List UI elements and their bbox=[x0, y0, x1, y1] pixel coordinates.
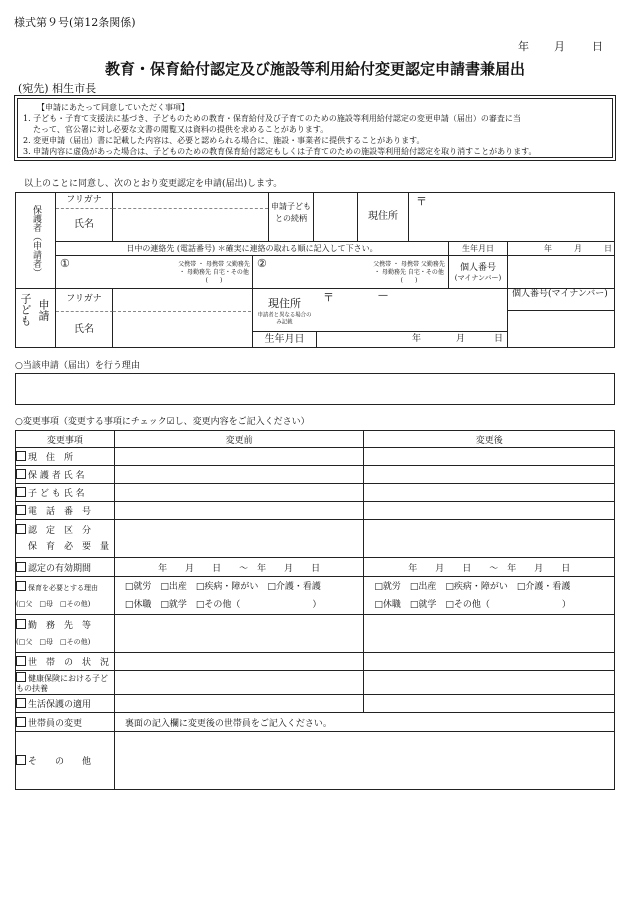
change-item-other[interactable]: そ の 他 bbox=[16, 732, 115, 790]
date-year-label: 年 bbox=[518, 40, 529, 53]
child-birthdate-input[interactable]: 年 月 日 bbox=[316, 332, 508, 347]
change-item-household-members[interactable]: 世帯員の変更 bbox=[16, 713, 115, 732]
guardian-birthdate-label: 生年月日 bbox=[449, 242, 508, 255]
after-input[interactable] bbox=[364, 653, 615, 671]
checkbox[interactable] bbox=[16, 487, 26, 497]
after-input[interactable] bbox=[364, 695, 615, 713]
reason-label: ○当該申請（届出）を行う理由 bbox=[15, 361, 140, 371]
change-item-validity-period[interactable]: 認定の有効期間 bbox=[16, 558, 115, 577]
consent-heading: 【申請にあたって同意していただく事項】 bbox=[37, 103, 189, 112]
guardian-section-label: 保護者（申請者） bbox=[16, 193, 56, 289]
phone1-type-options[interactable]: 父携帯 ・ 母携帯 父勤務先 ・ 母勤務先 自宅・その他( ) bbox=[178, 261, 250, 284]
consent-item: 3. 申請内容に虚偽があった場合は、子どものための教育保育給付認定もしくは子育てのための施設等利用給付認定を取り消すことがあります。 bbox=[23, 147, 537, 156]
child-section-label: 子ども 申請 bbox=[16, 289, 56, 347]
change-item-welfare[interactable]: 生活保護の適用 bbox=[16, 695, 115, 713]
after-input[interactable] bbox=[364, 466, 615, 484]
checkbox[interactable] bbox=[16, 505, 26, 515]
col-header-after: 変更後 bbox=[364, 431, 615, 448]
checkbox[interactable] bbox=[16, 698, 26, 708]
form-title: 教育・保育給付認定及び施設等利用給付変更認定申請書兼届出 bbox=[104, 60, 525, 78]
phone1-input[interactable]: ① 父携帯 ・ 母携帯 父勤務先 ・ 母勤務先 自宅・その他( ) bbox=[56, 256, 253, 288]
child-birthdate-label: 生年月日 bbox=[252, 332, 317, 347]
guardian-address-input[interactable] bbox=[409, 193, 614, 241]
child-furigana-input[interactable] bbox=[113, 289, 251, 312]
before-input[interactable] bbox=[114, 466, 364, 484]
after-input[interactable] bbox=[364, 671, 615, 695]
consent-item: たって、官公署に対し必要な文書の閲覧又は資料の提供を求めることがあります。 bbox=[33, 125, 329, 134]
col-header-before: 変更前 bbox=[114, 431, 364, 448]
change-item-workplace[interactable]: 勤 務 先 等 (□父 □母 □その他) bbox=[16, 615, 115, 653]
guardian-name-label: 氏名 bbox=[56, 209, 113, 241]
checkbox[interactable] bbox=[16, 524, 26, 534]
child-personal-number-label: 個人番号(マイナンバー) bbox=[508, 289, 614, 311]
after-input[interactable] bbox=[364, 484, 615, 502]
child-name-input[interactable] bbox=[113, 312, 251, 347]
change-item-phone[interactable]: 電 話 番 号 bbox=[16, 502, 115, 520]
phone2-type-options[interactable]: 父携帯 ・ 母携帯 父勤務先 ・ 母勤務先 自宅・その他( ) bbox=[373, 261, 445, 284]
before-input[interactable] bbox=[114, 695, 364, 713]
change-item-address[interactable]: 現 住 所 bbox=[16, 448, 115, 466]
agreement-text: 以上のことに同意し、次のとおり変更認定を申請(届出)します。 bbox=[24, 179, 283, 189]
applicant-table bbox=[15, 192, 615, 348]
col-header-item: 変更事項 bbox=[16, 431, 115, 448]
change-item-care-reason[interactable]: 保育を必要とする理由 (□父 □母 □その他) bbox=[16, 577, 115, 615]
child-address-label: 現住所 申請者と異なる場合のみ記載 bbox=[252, 289, 317, 331]
after-input[interactable] bbox=[364, 615, 615, 653]
after-input[interactable] bbox=[364, 502, 615, 520]
consent-notice bbox=[14, 95, 616, 161]
checkbox[interactable] bbox=[16, 581, 26, 591]
consent-item: 2. 変更申請（届出）書に記載した内容は、必要と認められる場合に、施設・事業者に提供することがあります。 bbox=[23, 136, 425, 145]
before-period[interactable]: 年 月 日 ～ 年 月 日 bbox=[114, 558, 364, 577]
other-input[interactable] bbox=[114, 732, 614, 790]
changes-intro: ○変更事項（変更する事項にチェック☑し、変更内容をご記入ください） bbox=[15, 417, 310, 427]
daytime-contact-label: 日中の連絡先 (電話番号) ＊確実に連絡の取れる順に記入して下さい。 bbox=[56, 242, 449, 255]
relation-label: 申請子どもとの続柄 bbox=[268, 193, 314, 241]
before-input[interactable] bbox=[114, 671, 364, 695]
after-period[interactable]: 年 月 日 ～ 年 月 日 bbox=[364, 558, 615, 577]
guardian-personal-number-input[interactable] bbox=[508, 256, 614, 288]
child-name-label: 氏名 bbox=[56, 312, 113, 347]
relation-input[interactable] bbox=[315, 193, 358, 241]
after-input[interactable] bbox=[364, 520, 615, 558]
before-input[interactable] bbox=[114, 484, 364, 502]
child-furigana-label: フリガナ bbox=[56, 289, 113, 312]
changes-table bbox=[15, 430, 615, 790]
date-day-label: 日 bbox=[592, 40, 603, 53]
before-input[interactable] bbox=[114, 448, 364, 466]
addressee: (宛先) 相生市長 bbox=[18, 82, 97, 95]
phone2-input[interactable]: ② 父携帯 ・ 母携帯 父勤務先 ・ 母勤務先 自宅・その他( ) bbox=[253, 256, 449, 288]
checkbox[interactable] bbox=[16, 656, 26, 666]
child-personal-number-input[interactable] bbox=[508, 312, 614, 347]
checkbox[interactable] bbox=[16, 755, 26, 765]
change-item-household[interactable]: 世 帯 の 状 況 bbox=[16, 653, 115, 671]
checkbox[interactable] bbox=[16, 469, 26, 479]
guardian-address-label: 現住所 bbox=[358, 193, 409, 241]
before-input[interactable] bbox=[114, 653, 364, 671]
guardian-personal-number-label: 個人番号 (マイナンバー) bbox=[449, 256, 508, 288]
date-month-label: 月 bbox=[554, 40, 565, 53]
form-number: 様式第９号(第12条関係) bbox=[14, 16, 136, 29]
change-item-child-name[interactable]: 子 ど も 氏 名 bbox=[16, 484, 115, 502]
postal-mark: 〒 bbox=[416, 195, 427, 208]
change-item-health-insurance[interactable]: 健康保険における子どもの扶養 bbox=[16, 671, 115, 695]
after-input[interactable] bbox=[364, 448, 615, 466]
before-input[interactable] bbox=[114, 502, 364, 520]
checkbox[interactable] bbox=[16, 672, 26, 682]
after-care-reason[interactable]: □就労 □出産 □疾病・障がい □介護・看護 □休職 □就学 □その他（ ） bbox=[364, 577, 615, 615]
change-item-certification[interactable]: 認 定 区 分 保 育 必 要 量 bbox=[16, 520, 115, 558]
checkbox[interactable] bbox=[16, 717, 26, 727]
consent-item: 1. 子ども・子育て支援法に基づき、子どものための教育・保育給付及び子育てのための施設等利用給付認定の変更申請（届出）の審査に当 bbox=[23, 114, 521, 123]
change-item-guardian-name[interactable]: 保 護 者 氏 名 bbox=[16, 466, 115, 484]
guardian-birthdate-input[interactable]: 年 月 日 bbox=[544, 244, 612, 253]
before-input[interactable] bbox=[114, 520, 364, 558]
guardian-furigana-input[interactable] bbox=[113, 193, 268, 209]
before-input[interactable] bbox=[114, 615, 364, 653]
guardian-furigana-label: フリガナ bbox=[56, 193, 113, 209]
checkbox[interactable] bbox=[16, 619, 26, 629]
checkbox[interactable] bbox=[16, 451, 26, 461]
reason-input[interactable] bbox=[15, 373, 615, 405]
household-members-note: 裏面の記入欄に変更後の世帯員をご記入ください。 bbox=[114, 713, 614, 732]
before-care-reason[interactable]: □就労 □出産 □疾病・障がい □介護・看護 □休職 □就学 □その他（ ） bbox=[114, 577, 364, 615]
checkbox[interactable] bbox=[16, 562, 26, 572]
guardian-name-input[interactable] bbox=[113, 209, 268, 241]
child-address-input[interactable]: 〒 — bbox=[316, 289, 508, 331]
